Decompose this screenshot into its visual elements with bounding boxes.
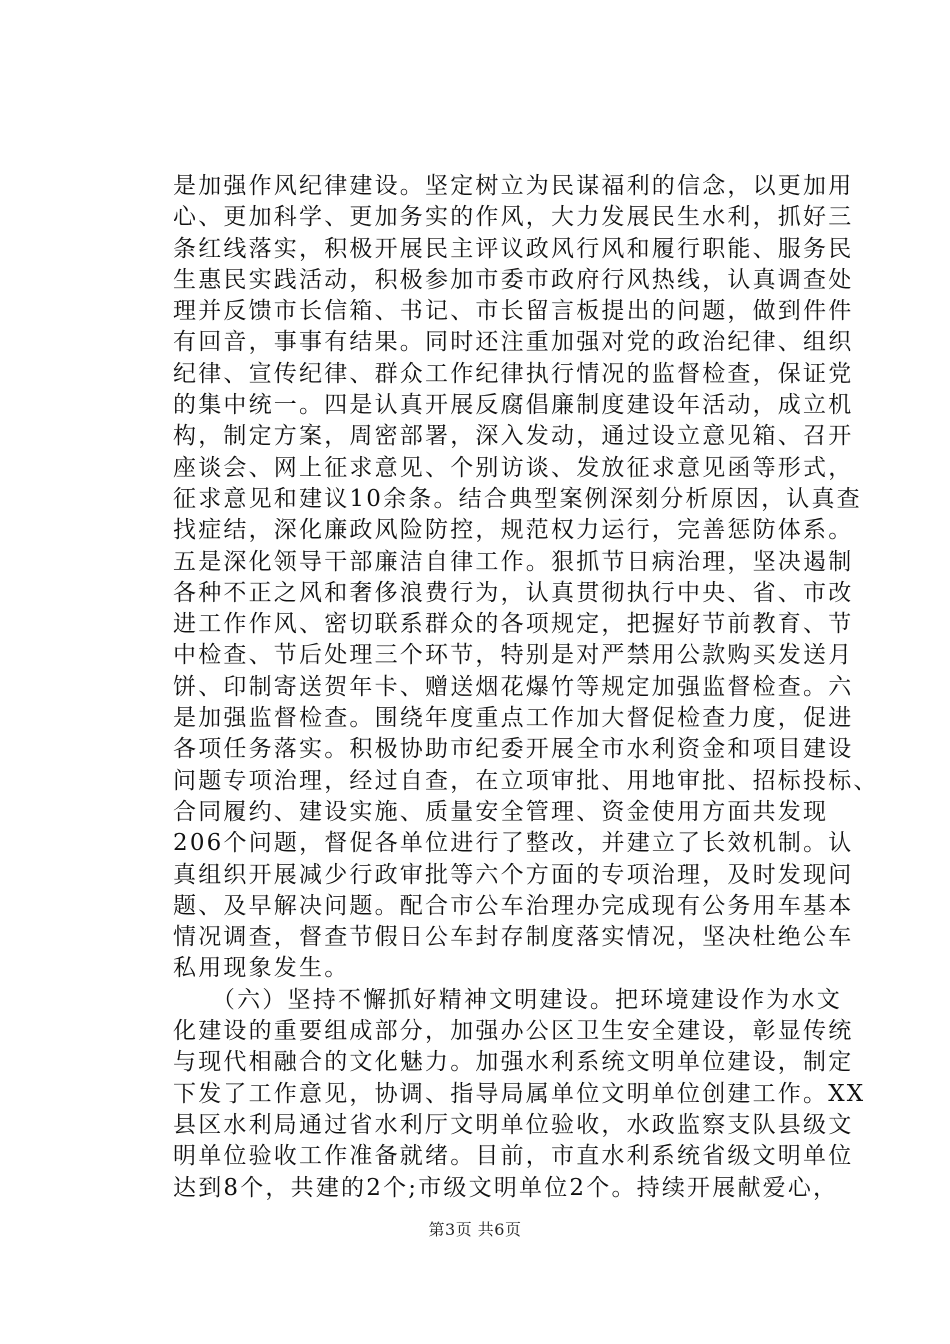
text-line: 私用现象发生。 xyxy=(173,955,350,982)
text-line: 有回音，事事有结果。同时还注重加强对党的政治纪律、组织 xyxy=(173,329,854,356)
paragraph-start-line: （六）坚持不懈抓好精神文明建设。把环境建设作为水文 xyxy=(173,986,842,1013)
text-line: 题、及早解决问题。配合市公车治理办完成现有公务用车基本 xyxy=(173,892,854,919)
text-line: 条红线落实，积极开展民主评议政风行风和履行职能、服务民 xyxy=(173,235,854,262)
text-line: 五是深化领导干部廉洁自律工作。狠抓节日病治理，坚决遏制 xyxy=(173,548,854,575)
text-line: 各项任务落实。积极协助市纪委开展全市水利资金和项目建设 xyxy=(173,736,854,763)
text-line: 座谈会、网上征求意见、个别访谈、发放征求意见函等形式， xyxy=(173,454,854,481)
text-line: 生惠民实践活动，积极参加市委市政府行风热线，认真调查处 xyxy=(173,266,854,293)
text-line: 是加强监督检查。围绕年度重点工作加大督促检查力度，促进 xyxy=(173,705,854,732)
text-line: 找症结，深化廉政风险防控，规范权力运行，完善惩防体系。 xyxy=(173,517,854,544)
text-line: 心、更加科学、更加务实的作风，大力发展民生水利，抓好三 xyxy=(173,204,854,231)
text-line: 问题专项治理，经过自查，在立项审批、用地审批、招标投标、 xyxy=(173,767,879,794)
text-line: 化建设的重要组成部分，加强办公区卫生安全建设，彰显传统 xyxy=(173,1018,854,1045)
text-line: 饼、印制寄送贺年卡、赠送烟花爆竹等规定加强监督检查。六 xyxy=(173,673,854,700)
text-line: 下发了工作意见，协调、指导局属单位文明单位创建工作。XX xyxy=(173,1080,866,1107)
text-line: 征求意见和建议10余条。结合典型案例深刻分析原因，认真查 xyxy=(173,485,862,512)
text-line: 明单位验收工作准备就绪。目前，市直水利系统省级文明单位 xyxy=(173,1143,854,1170)
text-line: 情况调查，督查节假日公车封存制度落实情况，坚决杜绝公车 xyxy=(173,924,854,951)
document-body xyxy=(173,171,879,1204)
text-line: 中检查、节后处理三个环节，特别是对严禁用公款购买发送月 xyxy=(173,642,854,669)
text-line: 合同履约、建设实施、质量安全管理、资金使用方面共发现 xyxy=(173,798,829,825)
text-line: 达到8个，共建的2个;市级文明单位2个。持续开展献爱心， xyxy=(173,1174,839,1201)
text-line: 各种不正之风和奢侈浪费行为，认真贯彻执行中央、省、市改 xyxy=(173,579,854,606)
text-line: 是加强作风纪律建设。坚定树立为民谋福利的信念，以更加用 xyxy=(173,173,854,199)
text-line: 理并反馈市长信箱、书记、市长留言板提出的问题，做到件件 xyxy=(173,298,854,325)
text-line: 进工作作风、密切联系群众的各项规定，把握好节前教育、节 xyxy=(173,611,854,638)
text-line: 县区水利局通过省水利厅文明单位验收，水政监察支队县级文 xyxy=(173,1111,854,1138)
text-line: 真组织开展减少行政审批等六个方面的专项治理，及时发现问 xyxy=(173,861,854,888)
page-number-footer: 第3页 共6页 xyxy=(428,1220,522,1239)
text-line: 与现代相融合的文化魅力。加强水利系统文明单位建设，制定 xyxy=(173,1049,854,1076)
text-line: 纪律、宣传纪律、群众工作纪律执行情况的监督检查，保证党 xyxy=(173,360,854,387)
text-line: 的集中统一。四是认真开展反腐倡廉制度建设年活动，成立机 xyxy=(173,392,854,419)
text-line: 构，制定方案，周密部署，深入发动，通过设立意见箱、召开 xyxy=(173,423,854,450)
text-line: 206个问题，督促各单位进行了整改，并建立了长效机制。认 xyxy=(173,830,854,857)
